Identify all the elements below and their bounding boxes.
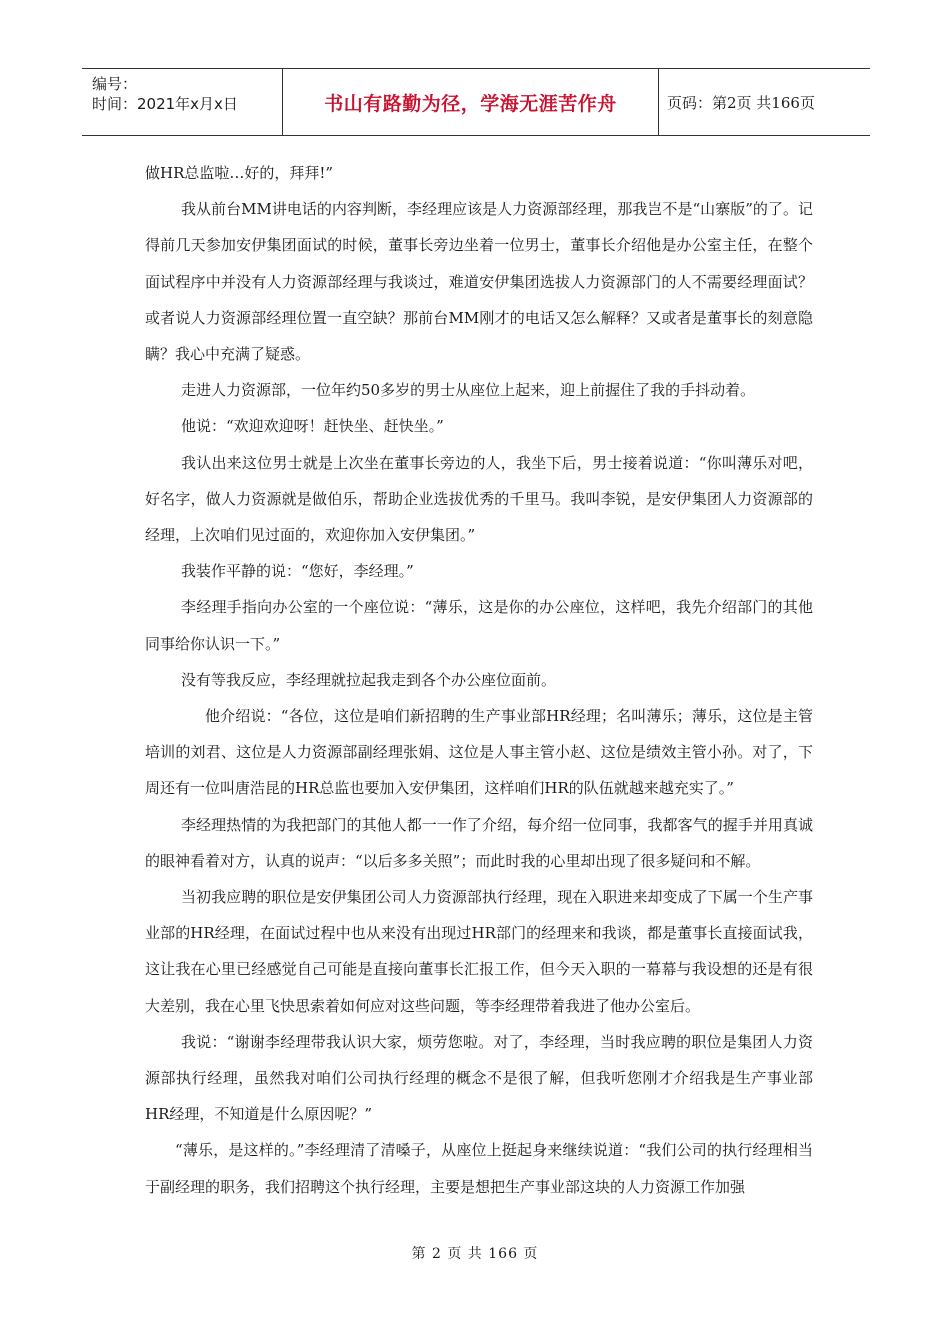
- paragraph-9: 李经理热情的为我把部门的其他人都一一作了介绍，每介绍一位同事，我都客气的握手并用真诚的眼神看着对方，认真的说声：“以后多多关照”；而此时我的心里却出现了很多疑问和不解。: [145, 815, 813, 870]
- paragraph-7: 没有等我反应，李经理就拉起我走到各个办公座位面前。: [181, 670, 557, 689]
- paragraph-10: 当初我应聘的职位是安伊集团公司人力资源部执行经理，现在入职进来却变成了下属一个生产事业部的HR经理，在面试过程中也从来没有出现过HR部门的经理来和我谈，都是董事长直接面试我，这让我在心里已经感觉自己可能是直接向董事长汇报工作，但今天入职的一幕幕与我设想的还是有很大差别，我在心里飞快思索着如何应对这些问题，等李经理带着我进了他办公室后。: [145, 888, 813, 1015]
- paragraph-2: 走进人力资源部，一位年约50多岁的男士从座位上起来，迎上前握住了我的手抖动着。: [181, 381, 756, 400]
- header-page-cell: [659, 69, 870, 135]
- paragraph-1: 我从前台MM讲电话的内容判断，李经理应该是人力资源部经理，那我岂不是“山寨版”的了。记得前几天参加安伊集团面试的时候，董事长旁边坐着一位男士，董事长介绍他是办公室主任，在整个面试程序中并没有人力资源部经理与我谈过，难道安伊集团选拔人力资源部门的人不需要经理面试？或者说人力资源部经理位置一直空缺？那前台MM刚才的电话又怎么解释？又或者是董事长的刻意隐瞒？我心中充满了疑惑。: [145, 200, 813, 364]
- document-body: [145, 155, 813, 1205]
- paragraph-3: 他说：“欢迎欢迎呀！赶快坐、赶快坐。”: [181, 417, 444, 436]
- paragraph-8: 他介绍说：“各位，这位是咱们新招聘的生产事业部HR经理；名叫薄乐；薄乐，这位是主管培训的刘君、这位是人力资源部副经理张娟、这位是人事主管小赵、这位是绩效主管小孙。对了，下周还有一位叫唐浩昆的HR总监也要加入安伊集团，这样咱们HR的队伍就越来越充实了。”: [145, 707, 813, 798]
- paragraph-6: 李经理手指向办公室的一个座位说：“薄乐，这是你的办公座位，这样吧，我先介绍部门的其他同事给你认识一下。”: [145, 598, 813, 653]
- document-time-label: 时间：2021年x月x日: [92, 95, 238, 113]
- header-motto: 书山有路勤为径，学海无涯苦作舟: [324, 92, 617, 115]
- header-page-info: 页码：第2页 共166页: [667, 93, 815, 112]
- header-info-cell: [82, 69, 283, 135]
- paragraph-0: 做HR总监啦…好的，拜拜!”: [145, 164, 334, 182]
- page-footer: 第 2 页 共 166 页: [411, 1246, 539, 1262]
- page-header: [82, 68, 870, 136]
- document-number-label: 编号：: [92, 75, 138, 93]
- paragraph-12: “薄乐，是这样的。”李经理清了清嗓子，从座位上挺起身来继续说道：“我们公司的执行经理相当于副经理的职务，我们招聘这个执行经理，主要是想把生产事业部这块的人力资源工作加强: [145, 1141, 813, 1196]
- header-motto-cell: [283, 69, 659, 135]
- paragraph-11: 我说：“谢谢李经理带我认识大家，烦劳您啦。对了，李经理，当时我应聘的职位是集团人力资源部执行经理，虽然我对咱们公司执行经理的概念不是很了解，但我听您刚才介绍我是生产事业部HR经理，不知道是什么原因呢？”: [145, 1032, 813, 1124]
- paragraph-5: 我装作平静的说：“您好，李经理。”: [181, 562, 414, 581]
- paragraph-4: 我认出来这位男士就是上次坐在董事长旁边的人，我坐下后，男士接着说道：“你叫薄乐对吧，好名字，做人力资源就是做伯乐，帮助企业选拔优秀的千里马。我叫李锐，是安伊集团人力资源部的经理，上次咱们见过面的，欢迎你加入安伊集团。”: [145, 453, 813, 545]
